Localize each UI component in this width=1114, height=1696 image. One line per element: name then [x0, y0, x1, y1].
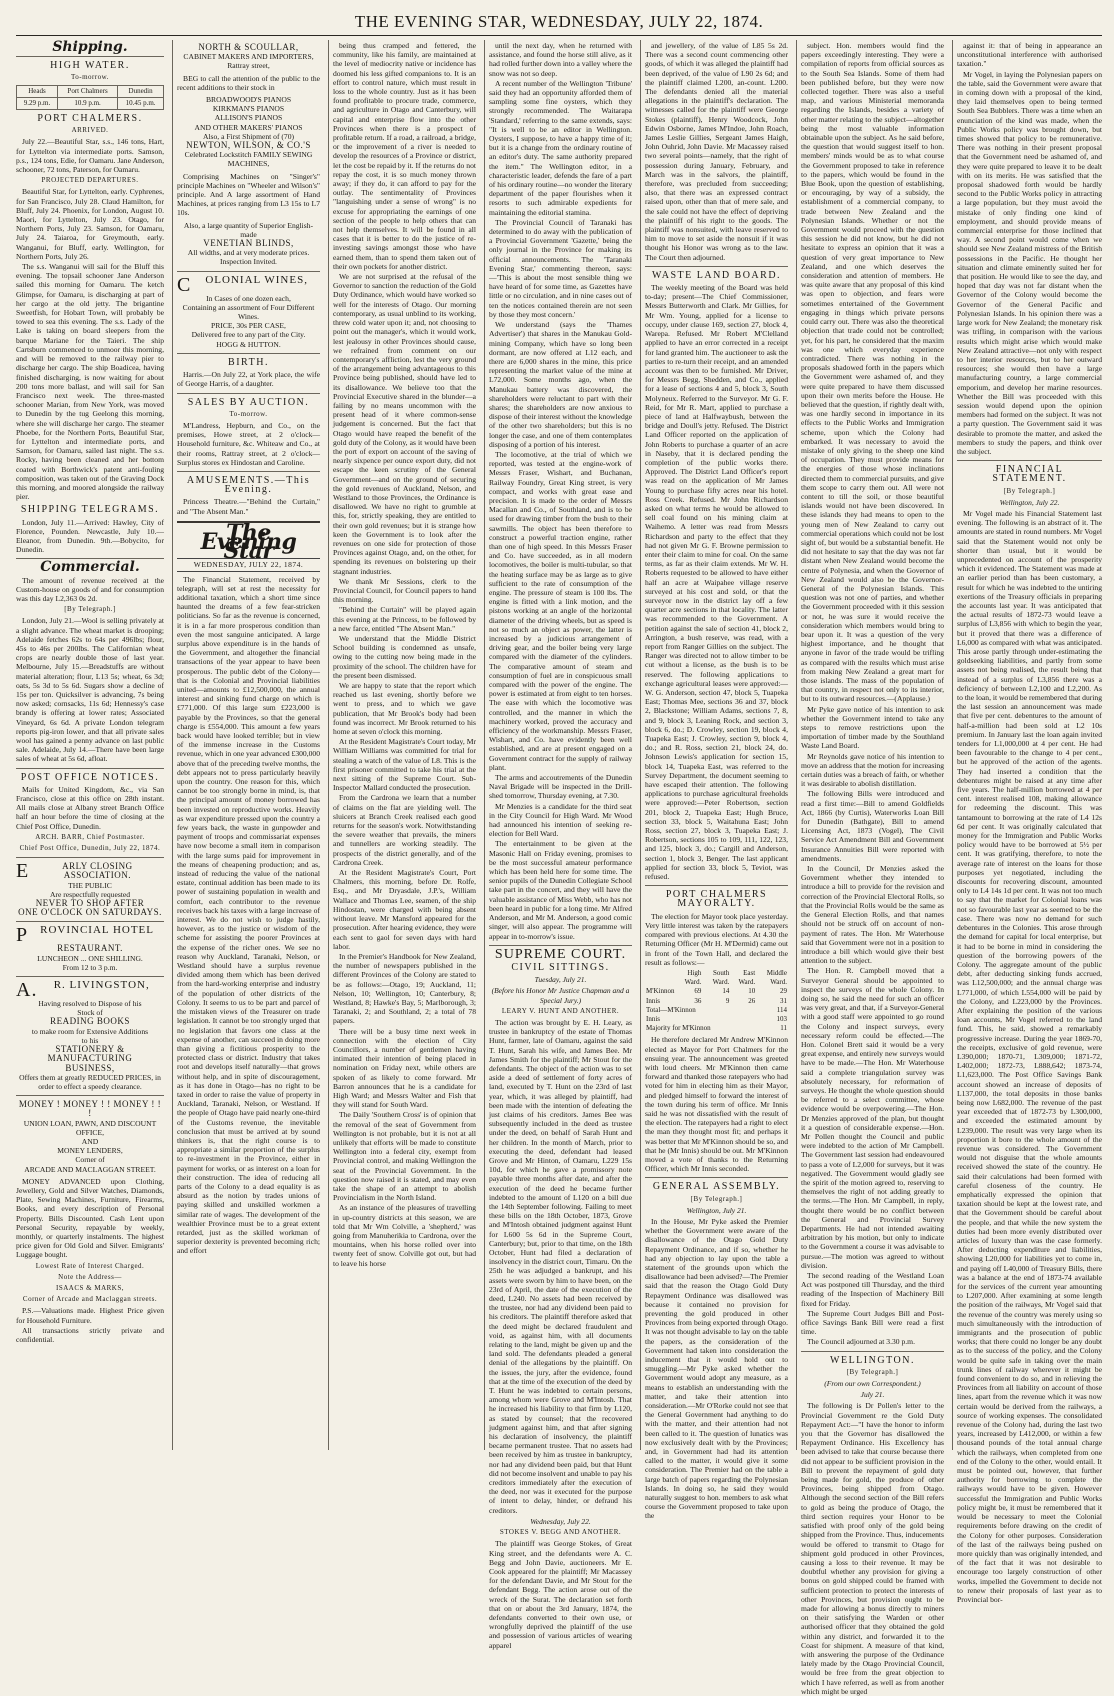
- hotel-ad: [16, 926, 164, 972]
- north-sub: CABINET MAKERS AND IMPORTERS, Rattray street,: [183, 52, 314, 71]
- divider: [177, 353, 320, 354]
- telegrams-text: London, July 11.—Arrived: Hawley, City of Florence, Pounden. Newcastle, July 10.—Eleanor, from Dunedin. 9th.—Bobycito, for Dunedin.: [16, 517, 164, 555]
- poll-header: High Ward.: [684, 968, 702, 987]
- post-office-text: Mails for United Kingdom, &c., via San Francisco, close at this office on 28th instant. All mails close at Albany street Branch Office half an hour before the time of closing at the Chief Post Office, Dunedin.: [16, 784, 164, 831]
- poll-majority: [645, 1024, 788, 1033]
- article-paragraph: Mr Vogel, in laying the Polynesian papers on the table, said the Government were aware that in coming down with a proposal of the kind, they laid themselves open to being termed South Sea Bubblers. There was a time when an enunciation of the kind was made, when the Public Works policy was brought down, but times showed that policy to be remunerative. There was nothing in their present proposal that the Government need be ashamed of, and they were quite prepared to leave it to be dealt with on its merits. He was satisfied that the proposal shadowed forth would be hardly second to the Public Works policy in attracting a large population, but they must avoid the mistake of only finding one kind of employment, and should provide means of commercial enterprise for those inclined that way. A second point would come when we should see New Zealand mistress of the British possessions in the Pacific. He thought her situation and climate eminently suited her for that position. He would like to see the day, and hoped that day was not far distant when the Governor of the Colony would become the Governor of the General Pacific and Polynesian Islands. In his opinion there was a large work for New Zealand; the monetary risk was trifling, in comparison with the various results which might arise which would make New Zealand attractive—not only with respect to her interior resources, but to her outward resources; she would then have a large manufacturing country, a large commercial emporium, and develop her marine resources. Whether the Bill was proceeded with this session would depend upon the opinion members had formed on the subject. It was not a party question. The Government said it was desirable to promote the matter, and asked the members to study the papers, and think over the subject.: [957, 69, 1102, 456]
- poll-cell: Majority for M'Kinnon: [646, 1024, 711, 1033]
- case-heading: STOKES V. BEGG AND ANOTHER.: [499, 1528, 622, 1537]
- livingston-heading: R. LIVINGSTON,: [53, 979, 150, 992]
- article-paragraph: subject. Hon. members would find the papers exceedingly interesting. They were a compilation of reports from official sources as to the South Sea Islands. Some of them had been published before, but they were now collected together. There was also a useful map, and various Ministerial memoranda regarding the Islands, besides a variety of other matter relating to the subject—altogether being the most valuable information obtainable upon the subject. As he said before, the question that would suggest itself to hon. members' minds would be as to what course the Government proposed to take in reference to the papers, which would be found in the Blue Book, upon the question of establishing, or encouraging, by way of a subsidy, the establishment of a commercial company, to trade between New Zealand and the Polynesian Islands. Whether or not the Government would proceed with the question this session he did not know, but he did not hesitate to express an opinion that it was a question of very great importance to New Zealand, and one which deserves the consideration and attention of members. He was quite aware that any proposal of this kind was open to objection, and fears were sometimes entertained of the Government engaging in things which private persons could carry out. There was also the theoretical objection that trade could not be controlled; yet, for his part, he considered that the maxim was one which everyday experience contradicted. There was nothing in the proposals shadowed forth in the papers which the Government were ashamed of, and they were quite prepared to have them discussed upon their own merits before the House. He believed that the question, if rightly dealt with, was one hardly second in importance in its effects to the Public Works and Immigration scheme, upon which the Colony had embarked. It was necessary to avoid the mistake of only giving to the sheep one kind of occupation. They must provide means for the energies of those whose inclinations directed them to commercial pursuits, and give them scope to carry them out. All were not content to till the soil, or those beautiful islands would not have been discovered. In these islands they had means to open to the young men of New Zealand to carry out commercial operations which could not be lost sight of, but would be a substantial benefit. He did not hesitate to say that the day was not far distant when New Zealand would become the centre of Polynesia, and when the Governor of New Zealand would also be the Governor-General of the Polynesian Islands. This question was not one of parties, and whether the Government proceeded with it this session or not, he was sure it would receive the consideration which members would bring to bear upon it. It was a question of the very highest importance, and he thought that anyone in favor of the trade would be trifling as compared with the results which must arise from making New Zealand a great mart for those islands. The mass of the population of that country, in respect not only to its interior, but to its outward resources.—(Applause.): [801, 41, 944, 704]
- money-names: ISAACS & MARKS,: [56, 1283, 124, 1292]
- article-paragraph: We understand that the Middle District School building is condemned as unsafe, owing to the cutting now being made in the proximity of the school. The children have for the present been dismissed.: [333, 634, 476, 680]
- colonial-wines-ad: [177, 273, 320, 349]
- money-ps: P.S.—Valuations made. Highest Price given for Household Furniture.: [16, 1306, 164, 1325]
- column-4: [484, 40, 632, 1650]
- wellington-text: The following is Dr Pollen's letter to the Provincial Government re the Gold Duty Repayment Act:—"I have the honor to inform you that the Governor has disallowed the Repayment Ordinance. His Excellency has been advised to take that course because there did not appear to be sufficient provision in the Bill to prevent the repayment of gold duty being made for gold, the produce of other Provinces, being shipped from Otago. Although the second section of the Bill refers to gold as being the produce of Otago, the third section requires your Honor to be satisfied with proof only of the gold being shipped from the Province. Thus, inducements would be offered to transmit to Otago for shipment gold produced in other Provinces, causing a loss to their revenue. It may be doubtful whether any provision for giving a bonus on gold shipped could be framed with sufficient protection to protect the interests of other Provinces, but provision ought to be made for allowing a bonus directly to miners on their satisfying the Warden or other authorised officer that they obtained the gold within any district, and forwarded it to the Coast for shipment. A measure of that kind, with answering the purpose of the Ordinance lately made by the Otago Provincial Council, would be free from the great objection to which I have referred, as well as from another which might be urged: [801, 1401, 944, 1696]
- column-3: [328, 40, 476, 1450]
- financial-text: Mr Vogel made his Financial Statement last evening. The following is an abstract of it. The amounts are stated in round numbers. Mr Vogel said that the Statement would not only be shorter than usual, but it would be unprecedented on account of the prosperity which it evidenced. The Statement was made at an earlier period than has been customary, a result for which he was indebted to the untiring exertions of the Treasury officials in preparing the accounts last year. It was anticipated that the actual results of 1872-73 would leave a surplus of L3,856 with which to begin the year, but it proved that there was a difference of L6,000 as compared with what was anticipated. This arose partly through under-estimating the goldseeking liabilities, and partly from some assets not being realised, the result being that instead of a surplus of L3,856 there was a deficiency of between L2,100 and L2,200. As to the loan, it would be remembered that during the last session an announcement was made that five per cent. debentures to the amount of half-a-million had been sold at L2 10s premium. In January last the loan again invited tenders for L1,000,000 at 4 per cent. He had been favourable to the change to 4 per cent., but he approved of the action of the agents. They had inserted a condition that the debentures might be raised at any time after five years. The half-million borrowed at 4 per cent. interest realised 108, making allowance for redeeming the discount. This was tantamount to borrowing at the rate of L4 12s 6d per cent. It was originally calculated that money for the Immigration and Public Works policy would have to be borrowed at 5½ per cent. It was gratifying, therefore, to note the average rate of interest on the loans for those purposes yet negotiated, including the discounts for recovering discount, amounted only to L4 14s 1d per cent. It was not too much to say that the market for Colonial loans was not so favourable last year as seemed to be the case. There was now no demand for such debentures in the Colonies. This arose through the demand for capital for local enterprise, but it had to be borne in mind in considering the question of the borrowing powers of the Colony. The aggregate amount of the public debt, after deducting sinking funds accrued, was L12,500,000; and the annual charge was L771,000, of which L554,000 will be paid by the Colony, and L223,000 by the Provinces. After explaining the position of the various loan accounts, Mr Vogel referred to the land fund. This, he said, showed a remarkably progressive increase. During the year 1869-70, the receipts, exclusive of gold revenue, were L390,000; 1870-71, L309,000; 1871-72, L402,000; 1872-73, L888,642; 1873-74, L1,623,000. The Post Office Savings Bank account showed an increase of deposits of L137,000, the total deposits in those banks being now L682,000. The revenue of the past year exceeded that of 1872-73 by L300,000, and exceeded the estimated amount by L239,000. The result was very large when its proportion it bore to the whole amount of the revenue was considered. The Government would not disguise that the whole amounts received showed the state of the country. He said their calculations had been formed with careful closeness of the country. He emphatically expressed the opinion that taxation should be kept at the lowest rate, and that the Government should be careful about the people, and that while the new system the duties had been more evenly distributed over articles of luxury than was the case formerly. After deducting expenditure and liabilities, showing L20,000 for liabilities yet to come in, and paying off L40,000 of Treasury Bills, there was a balance at the end of 1873-74 available for the services of the current year amounting to L207,000. After examining at some length the position of the railways, Mr Vogel said that the revenue of the country was merely using so much simultaneously with the introduction of immigrants and the prosecution of public works; that there could no longer be any doubt as to the success of the policy, and the Colony would be quite safe in taking over the main trunk lines of railway wherever it might be found convenient to do so, and in relieving the Provinces from all liability on account of those lines, apart from the revenue which it was now certain would be derived from the railways, a source of working expenses. The consolidated revenue of the Colony had, during the last two years, increased by L412,000, or within a few thousand pounds of the total annual charge which the railways, when completed from one end of the Colony to the other, would entail. It must be pointed out, however, that further authority for borrowing to complete the railways would have to be given. However successful the Immigration and Public Works policy might be, it must be remembered that it would be necessary to meet the Colonial requirements before drawing on the credit of the Colony for other purposes. Consideration of the last of the railways being pushed on more quickly than was originally intended, and of the fact that it was not desirable to encourage too largely construction of other works, impelled the Government to decide not to renew their proposals of last year as to Provincial bor-: [957, 508, 1102, 1604]
- north-text: BEG to call the attention of the public to the recent additions to their stock in: [177, 73, 320, 92]
- poll-cell: 114: [776, 1005, 787, 1014]
- article-paragraph: At the Resident Magistrate's Court today, Mr William Williams was committed for trial for stealing a watch of the value of L8. This is the first prisoner committed to take his trial at the next sitting of the Supreme Court. Sub-Inspector Mallard conducted the prosecution.: [333, 737, 476, 793]
- article-paragraph: The second reading of the Westland Loan Act was postponed till Thursday, and the third reading of the Inspection of Machinery Bill fixed for Friday.: [801, 1271, 944, 1308]
- commercial-text: London, July 21.—Wool is selling privately at a slight advance. The wheat market is drooping; Adelaide fetches 62s to 64s per 496lbs; flour, 45s to 46s per 200lbs. The Californian wheat crops are nearly double those of last year. Melbourne, July 15.—Breadstuffs are without material alteration; flour, L13 5s; wheat, 6s 3d; oats, 5s 3d to 5s 6d. Sugars show a decline of 15s per ton. Quicksilver is advancing, 7s being now asked; cornsacks, 11s 6d; Hennessy's case brandy is offering at lower rates; Associated Vineyard, 6s 6d. A private London telegram reports pig-iron lower, and that all private sales wool has gained a penny advance on last public sale. Adelaide, July 14.—There have been large sales of wheat at 5s 6d, afloat.: [16, 616, 164, 764]
- north-scoullar-ad: [177, 43, 320, 71]
- hotel-hours: From 12 to 3 p.m.: [62, 962, 118, 972]
- financial-date: Wellington, July 22.: [999, 497, 1060, 507]
- poll-cell: 14: [722, 987, 730, 996]
- paper-date: WEDNESDAY, JULY 22, 1874.: [177, 558, 320, 571]
- poll-cell: 29: [780, 987, 787, 996]
- poll-total: [645, 1006, 788, 1015]
- column-7: [952, 40, 1102, 1604]
- article-paragraph: From the Cardrona we learn that a number of claims on the flat are yielding well. The sluicers at Branch Creek realised each good returns for the season's work. Notwithstanding the severe weather that prevails, the miners and tunnellers are working steadily. The prospects of the district generally, and of the Cardrona Creek.: [333, 793, 476, 867]
- paper-title: The Evening Star: [200, 519, 297, 565]
- civil-date: Wednesday, July 22.: [530, 1516, 591, 1526]
- divider: [957, 460, 1102, 461]
- article-paragraph: The following Bills were introduced and read a first time:—Bill to amend Goldfields Act, 1866 (by Curtis), Waterworks Loan Bill for Dunedin (Bathgate), Bill to amend Licensing Act, 1873 (Vogel), The Civil Service Act Amendment Bill and Government Insurance Annuities Bill were reported with amendments.: [801, 789, 944, 863]
- tomorrow-label: To-morrow.: [70, 73, 110, 82]
- financial-heading: FINANCIAL STATEMENT.: [992, 464, 1067, 485]
- colonial-line: HOGG & HUTTON.: [216, 339, 281, 349]
- union-heading: UNION LOAN, PAWN, AND DISCOUNT OFFICE,: [23, 1118, 157, 1137]
- article-paragraph: Mr Reynolds gave notice of his intention to move an address that the motion for increasing certain duties was a breach of faith, or whether it was desirable to abolish distillation.: [801, 751, 944, 789]
- money-conf: All transactions strictly private and confidential.: [16, 1325, 164, 1344]
- sales-tomorrow: To-morrow.: [229, 409, 268, 418]
- shipping-news: The s.s. Wanganui will sail for the Bluff this evening. The topsail schooner Jane Anderson sailed this morning for Oamaru. The ketch Glimpse, for Oamaru, is discharging at part of her cargo at the old jetty. The brigantine Sweetfish, for Hobart Town, will probably be towed to sea this evening. The s.s. Lady of the Lake is taking on board sleepers from the barque Mariane for the Taieri. The ship Cartsburn commenced to unmoor this morning, and will be removed to the railway pier to discharge her cargo. The ship Boadicea, having finished discharging, is now waiting for about 200 tons more ballast, and will sail for San Francisco next week. The three-masted schooner Marian, from New York, was moved to Dunedin by the tug Geelong this morning, where she will discharge her cargo. The steamer Phoebe, for the Northern Ports, Beautiful Star, for Lyttelton and intermediate ports, and Samson, for Oamaru, sailed last night. The s.s. Rocky, having been cleaned and her bottom coated with Borthwick's patent anti-fouling composition, was taken out of the Graving Dock this morning, and moored alongside the railway pier.: [16, 262, 164, 502]
- colonial-heading: OLONIAL WINES,: [205, 273, 308, 286]
- livingston-line: Offers them at greatly REDUCED PRICES, in order to effect a speedy clearance.: [19, 1072, 161, 1091]
- columns: [16, 39, 1102, 1696]
- colonial-line: PRICE, 30s PER CASE,: [211, 321, 286, 331]
- poll-header: East Ward.: [738, 968, 756, 987]
- shipping-heading: Shipping.: [52, 39, 128, 55]
- sales-heading: SALES BY AUCTION.: [187, 396, 310, 408]
- article-paragraph: "Behind the Curtain" will be played again this evening at the Princess, to be followed by a new farce, entitled "The Absent Man.": [333, 605, 476, 633]
- poll-cell: 10: [748, 987, 756, 996]
- north-heading: NORTH & SCOULLAR,: [198, 42, 299, 52]
- telegrams-heading: SHIPPING TELEGRAMS.: [20, 504, 160, 516]
- tide-time: 9.29 p.m.: [17, 97, 58, 109]
- assembly-heading: GENERAL ASSEMBLY.: [652, 1181, 781, 1193]
- divider: [645, 266, 788, 267]
- article-paragraph: Mr Menzies is a candidate for the third seat in the City Council for High Ward. Mr Wood had announced his intention of seeking re-election for Bell Ward.: [489, 801, 632, 839]
- divider: [489, 945, 632, 946]
- article-paragraph: As an instance of the pleasures of travelling in up-country districts at this season, we are told that Mr Wm Colville, a 'shepherd,' was going from Manuherikia to Cardrona, over the mountains, when his horse rolled over into twenty feet of snow. Colville got out, but had to leave his horse: [333, 1203, 476, 1268]
- divider: [16, 56, 164, 57]
- divider: [16, 921, 164, 922]
- amusements-heading: AMUSEMENTS.—This Evening.: [186, 474, 311, 496]
- divider: [177, 393, 320, 394]
- article-paragraph: and jewellery, of the value of L85 5s 2d. There was a second count commencing other goods, of which it was alleged the plaintiff had been deprived, of the value of L90 2s 6d; and the plaintiff claimed L200, an-count. L200. The defendants denied all the material allegations in the plaintiff's declaration. The witnesses called for the plaintiff were George Stokes (plaintiff), Henry Woodcock, John Edwin Osborne, James M'Indoe, John Roach, James Leslie Gillies, Sergeant James Haigh, John Ouhrid, John Davie. Mr Macassey raised two several points—namely, that the right of possession during January, February, and March was in the salvors, the plaintiff, therefore, was precluded from succeeding; also, that there was an expressed contract raised upon, other than that of mere sale, and the sale could not have the effect of depriving the plaintiff of his right to the goods. The plaintiff was nonsuited, with leave reserved to him to move to set aside the nonsuit if it was thought his Honor was wrong as to the law. The Court then adjourned.: [645, 41, 788, 262]
- case-text: The action was brought by E. H. Leary, as trustee in bankruptcy of the estate of Thomas Hunt, farmer, late of Oamaru, against the said T. Hunt, Sarah his wife, and James Bee. Mr James Smith for the plaintiff; Mr Stout for the defendants. The object of the action was to set aside a deed of settlement of forty acres of land, executed by T. Hunt on the 23rd of last year, which, it was alleged by plaintiff, had been made with the intention of defeating the just claims of his creditors. James Bee was subsequently included in the deed as trustee under the deed, on behalf of Sarah Hunt and her children. In the month of March, prior to executing the deed, defendant had leased Grove and Mr Hinton, of Oamaru, L229 15s 10d, for which he gave a promissory note payable three months after date, and after the execution of the deed he became further indebted to the amount of L120 on a bill due the 14th September following. Failing to meet these bills on the 18th October, 1873, Grove and M'Intosh obtained judgment against Hunt for L600 5s 6d in the Supreme Court, Canterbury; but, prior to that time, on the 18th October, Hunt had filed a declaration of insolvency in the district court, Timaru. On the 25th he was adjudged a bankrupt, and his assets were sworn by him to have been, on the 23rd of April, the date of the execution of the deed, L240. No assets had been received by the trustee, nor had any dividend been paid to his creditors. The plaintiff therefore asked that the deed might be declared fraudulent and void, as against him, with all documents relating to the land, might be given up and the land sold. The defendants pleaded a general denial of the allegations by the plaintiff. On the issues, the jury, after the evidence, found that at the time of the execution of the deed by T. Hunt he was indebted to certain persons, among whom were Grove and M'Intosh. That he increased his liability to that firm by L120, as stated by counsel; that the recovered judgment against him, and that after signing his declaration of insolvency, the plaintiff became permanent trustee. That no assets had been received by him as trustee in bankruptcy, nor had any dividend been paid, but that Hunt did not become insolvent and unable to pay his creditors immediately after the execution of the deed, nor was it executed for the purpose of intent to delay, hinder, or defraud his creditors.: [489, 1017, 632, 1515]
- livingston-line: BUSINESS,: [65, 1062, 115, 1073]
- post-office-sign: ARCH. BARR, Chief Postmaster.: [35, 832, 145, 841]
- waste-land-text: The weekly meeting of the Board was held to-day; present—The Chief Commissioner, Messrs Butterworth and Clark. Mr Gillies, for Mr Wm. Young, applied for a license to occupy, under clause 169, section 27, block 4, Warepa. Refused. Mr Robert M'Clelland applied to have an error corrected in a receipt for land granted him. The auctioneer to ask the parties to re-turn their receipt, and an amended account was then to be furnished. Mr Driver, for Messrs Begg, Shedden, and Co., applied for a lease of sections 4 and 5, block 3, South Molyneux. Referred to the Surveyor. Mr G. F. Reid, for Mr R. Mart, applied to purchase a piece of land at Halfwaybush, between the bridge and Doull's jetty. Refused. The District Land Officer reported on the application of John Roberts to purchase a quarter of an acre in Naseby, that it is declared pending the completion of the public works there. Approved. The District Land Officer's report was read on the application of Mr James Young to purchase fifty acres near his hotel. Ross Creek. Refused. Mr John Richardson asked on what terms he would be allowed to sell coal found on his mining claim at Waihemo. A letter was read from Messrs Richardson and party to the effect that they had not given Mr G. F. Browne permission to enter their claim to mine for coal. On the same terms, as far as their claim extends. Mr W. H. Roberts requested to be allowed to have either half an acre at Waipahee village reserve surveyed at his cost and sold, or that the surveyor now in the district lay off a few quarter acre sections in that locality. The latter was recommended to the Government. A petition against the sale of section 41, block 2, Arrington, a bush reserve, was read, with a report from Ranger Gillies on the subject. The Ranger was directed not to allow timber to be cut without a license, as the bush is to be reserved. The following applications to exchange agricultural leases were approved:—W. G. Anderson, section 47, block 5, Tuapeka East; Thomas Mee, sections 36 and 37, block 2, Blackstone; William Adams, sections 7, 8, and 9, block 3, Leaning Rock, and section 3, block 6, do.; D. Crowley, section 19, block 4, Tuapeka East; J. Crowley, section 9, block 4, do.; and R. Ross, section 21, block 24, do. Johnson Lewis's application for section 15, block 14, Tuapeka East, was referred to the Survey Department, the document seeming to have escaped their attention. The following applications to purchase agricultural freeholds were approved:—Peter Robertson, section 201, block 2, Tuapeka East; Hugh Bruce, section 33, block 5, Waitahuna East; John Ross, section 27, block 3, Tuapeka East; J. Robertson, sections 105 to 109, 111, 122, 123, and 125, block 3, do.; Cargill and Anderson, section 1, block 3, Benger. The last applicant applied for section 33, block 5, Teviot, was refused.: [645, 283, 788, 882]
- divider: [16, 768, 164, 769]
- inspection: Inspection Invited.: [220, 257, 277, 267]
- poll-cell: M'Kinnon: [646, 987, 675, 996]
- money-heading: MONEY ! MONEY ! ! MONEY ! ! !: [18, 1099, 162, 1119]
- wellington-from: (From our own Correspondent.): [824, 1379, 921, 1389]
- article-paragraph: We are happy to state that the report which reached us last evening, shortly before we went to press, and to which we gave publication, that Mr Brook's body had been found was incorrect. Mr Brook returned to his home at seven o'clock this morning.: [333, 681, 476, 737]
- assembly-by: [By Telegraph.]: [690, 1194, 743, 1203]
- mayoralty-heading: PORT CHALMERS MAYORALTY.: [665, 889, 768, 910]
- livingston-line: Stock of: [77, 1008, 103, 1018]
- money-lenders: MONEY LENDERS,: [57, 1146, 123, 1156]
- commercial-intro: The amount of revenue received at the Custom-house on goods of and for consumption was this day L2,363 0s 2d.: [16, 575, 164, 603]
- newton-text: Comprising Machines on "Singer's" principle Machines on "Wheeler and Wilson's" principle. And A large assortment of Hand Machines, at prices ranging from L3 15s to L7 10s.: [177, 171, 320, 218]
- wellington-by: [By Telegraph.]: [846, 1367, 899, 1376]
- colonial-line: Delivered free to any part of the City.: [191, 330, 306, 340]
- poll-cell: 11: [780, 1024, 787, 1033]
- early-line: ONE O'CLOCK ON SATURDAYS.: [18, 907, 162, 918]
- union-and: AND: [81, 1136, 99, 1146]
- piano-item: ALLISON'S PIANOS: [214, 113, 283, 123]
- column-2: [172, 40, 320, 1450]
- birth-heading: BIRTH.: [228, 356, 269, 368]
- poll-cell: 31: [780, 996, 787, 1005]
- livingston-cap: A.: [16, 979, 38, 1002]
- article-paragraph: The Supreme Court Judges Bill and Post-office Savings Bank Bill were read a first time.: [801, 1308, 944, 1337]
- column-5: [640, 40, 788, 1521]
- post-office-heading: POST OFFICE NOTICES.: [20, 771, 160, 783]
- piano-item: KIRKMAN'S PIANOS: [212, 104, 285, 114]
- venetian-heading: VENETIAN BLINDS,: [203, 238, 294, 249]
- article-paragraph: The Daily 'Southern Cross' is of opinion that the removal of the seat of Government from Wellington is not probable, but it is not at all unlikely that efforts will be made to constitute Wellington into a federal city, exempt from Provincial control, and making Wellington the seat of the Provincial Government. In the question now raised it is stated, and may even take the shape of an attempt to abolish Provincialism in the North Island.: [333, 1110, 476, 1203]
- arcade: ARCADE AND MACLAGGAN STREET.: [24, 1164, 156, 1174]
- early-closing-ad: [16, 862, 164, 917]
- article-paragraph: We are not surprised at the refusal of the Governor to sanction the reduction of the Gold Duty Ordinance, which would have worked so well for the interests of Otago. Our morning contemporary, as usual unblind to its working, threw cold water upon it; and, not choosing to point out the manager's, which it would work, lest jealousy in other Provinces should cause, we refrained from comment on our contemporary's affliction, lest the very ground of the arrangement being advantageous to this Province being published, should have led to its disallowance. We believe too that the Provincial Executive shared in the blunder—a failing by no means uncommon with the present head of it where common-sense judgement is concerned. But the fact that Otago would have reaped the benefit of the gold duty of the Colony, as it would have been the port of export on account of the saving of nearly sixpence per ounce export duty, did not escape the keen scrutiny of the General Government—and on the ground of securing the gold revenues of Auckland, Nelson, and Westland to those Provinces, the Ordinance is disallowed. We have no right to grumble at this, for, strictly speaking, they are entitled to their own gold revenues; but it is strange how keen the Government is to look after the revenues on one side for protection of those Provinces against Otago, and, on the other, for spending its revenues on bolstering up their stagnant industries.: [333, 272, 476, 576]
- article-paragraph: At the Resident Magistrate's Court, Port Chalmers, this morning, before Dr. Rolfe, Esq., and Mr Dryasdale, J.P.'s, William Wallace and Thomas Lee, seamen, of the ship Hindostan, were charged with being absent without leave. Mr Mansford appeared for the prosecution. After hearing evidence, they were each sent to gaol for seven days with hard labor.: [333, 868, 476, 951]
- poll-cell: 9: [725, 996, 730, 1005]
- article-paragraph: The entertainment to be given at the Masonic Hall on Friday evening, promises to be the most successful amateur performance which has been held here for some time. The senior pupils of the Dunedin Collegiate School take part in the concert, and they will have the valuable assistance of Miss Webb, who has not been heard in public for a long time. Mr Alfred Anderson, and Mr M. Anderson, a good comic singer, will also appear. The programme will appear in to-morrow's issue.: [489, 839, 632, 941]
- poll-cell: 36: [694, 996, 702, 1005]
- mayoralty-text: The election for Mayor took place yesterday. Very little interest was taken by the ratepayers compared with previous elections. At 4.30 the Returning Officer (Mr H. M'Dermid) came out in front of the Town Hall, and declared the result as follows:—: [645, 911, 788, 967]
- projected-text: Beautiful Star, for Lyttelton, early. Cyphrenes, for San Francisco, July 28. Claud Hamilton, for Bluff, July 24. Phoenix, for London, August 10. Maori, for Lyttelton, July 23. Otago, for Northern Ports, July 23. Samson, for Oamaru, July 24. Taiaroa, for Greymouth, early. Wanganui, for Bluff, early. Wellington, for Northern Ports, July 26.: [16, 187, 164, 261]
- divider: [16, 857, 164, 858]
- divider: [16, 976, 164, 977]
- waste-land-heading: WASTE LAND BOARD.: [651, 269, 782, 281]
- article-paragraph: In the Premier's Handbook for New Zealand, the number of newspapers published in the different Provinces of the Colony are stated to be as follows:—Otago, 19; Auckland, 11; Nelson, 10; Wellington, 10; Canterbury, 8; Westland, 8; Hawke's Bay, 5; Marlborough, 3; Taranaki, 2; and Southland, 2; a total of 78 papers.: [333, 951, 476, 1026]
- livingston-line: to his: [81, 1035, 99, 1045]
- high-water-heading: HIGH WATER.: [50, 60, 130, 72]
- tide-time: 10.9 p.m.: [57, 97, 117, 109]
- supreme-court-heading: SUPREME COURT.: [494, 946, 627, 962]
- commercial-heading: Commercial.: [40, 559, 140, 576]
- post-office-date: Chief Post Office, Dunedin, July 22, 1874.: [19, 844, 161, 853]
- civil-before: (Before his Honor Mr Justice Chapman and a Special Jury.): [491, 986, 630, 1005]
- also-large: Also, a large quantity of Superior English-made: [183, 220, 314, 239]
- poll-cell: Innis: [646, 996, 660, 1005]
- mayoralty-text: He therefore declared Mr Andrew M'Kinnon elected as Mayor for Port Chalmers for the ensuing year. The announcement was greeted with loud cheers. Mr M'Kinnon then came forward and thanked those ratepayers who had voted for him in electing him as their Mayor, and pledged himself to forward the interest of the town during his term of office. Mr Innis said he was not dissatisfied with the result of the election. The ratepayers had a right to elect the man they thought most fit; and perhaps it was better that Mr M'Kinnon should be so, and that he (Mr Innis) should be out. Mr M'Kinnon moved a vote of thanks to the Returning Officer, which Mr Innis seconded.: [645, 1035, 788, 1174]
- divider: [645, 885, 788, 886]
- poll-cell: 26: [748, 996, 756, 1005]
- editorial-text: The Financial Statement, received by telegraph, will set at rest the necessity for additional taxation, which a short time since haunted the dreams of a few fear-stricken politicians. So far as the revenue is concerned, it is in a far more prosperous condition than even the most sanguine anticipated. A large surplus above expenditure is in the hands of the Government, and altogether the financial transactions of the year appear to have been prosperous. The public debt of the Colony—that is the Colonial and Provincial liabilities united—amounts to £12,500,000, the annual interest and sinking fund charge on which is £771,000. Of this large sum £223,000 is payable by the Provinces, so that the general charge is £554,000. This amount a few years back would have looked terrible; but in view of the immense increase in the Customs revenue, which in one year advanced £300,000 above that of the preceding twelve months, the debt appears not to press particularly heavily upon the country. One reason for this, which cannot be too strongly borne in mind, is, that the principal amount of money borrowed has been invested on reproductive works. Heavily as war expenditure pressed upon the country a few years back, the waste in gunpowder and payment of troops and commissariat expenses have now become a small item in comparison with the large sums paid for improvement in the means of cheapening production; and as, instead of reducing the value of the national estate, continual addition has been made to its power of sustaining population in wealth and comfort, each contributor to the revenue receives back his taxes with a large increase of interest. We do not wish to judge hastily, however, as to the justice or wisdom of the scheme for assisting the poorer Provinces at the expense of the richer ones. We see no reason why Auckland, Taranaki, Nelson, or Westland should have a surplus revenue divided among them which has been derived from the hard-working enterprise and industry of the population of other districts of the Colony. It seems to us to be part and parcel of the mistaken views of the Treasurer on trade legislation. It cannot be too strongly urged that no legislation that favors one class at the expense of another, can succeed in doing more than giving a fictitious prosperity to the protected class or district. Industry that takes root and develops itself naturally—that grows without help, and in spite of discouragement, as it has done in Otago—has no right to be taxed in order to raise the value of property in Auckland, Taranaki, Nelson, or Westland. If the people of Otago have paid nearly one-third of the Customs revenue, the inevitable conclusion that must be arrived at by sound thinkers is, that the right course is to appropriate a similar proportion of the surplus to re-investment in the Province, either in payment for works, or as interest on a loan for their construction. The idea of reducing all parts of the Colony to a dead equality is as absurd as the notion by trades unions of paying skilled and unskilled workmen a similar rate of wages. The development of the wealthier Province must be to a great extent retarded, just as the skilled workman of superior dexterity is prevented becoming rich; and effort: [177, 574, 320, 1256]
- colonial-line: Wines.: [238, 312, 259, 322]
- article-paragraph: The Hon. R. Campbell moved that a Surveyor General should be appointed to inspect the surveys of the whole Colony. In doing so, he said the need for such an officer was very great, and that, if a Surveyor-General with a good staff were appointed to go round the Colony and inspect surveys, every necessary reform could be effected.—The Hon. Colonel Brett said it would be a very great expense, and entirely new surveys would have to be made.—The Hon. Mr Waterhouse said a complete triangulation survey was absolutely necessary, for reformation of surveys. He thought the whole question should be referred to a select committee, whose evidence would be overpowering.—The Hon. Dr Menzies approved of the plan, but thought it a question of considerable expense.—Hon. Mr Pollen thought the Council and public were indebted to the action of Mr Campbell. The Government last session had endeavoured to pass a vote of L2,000 for surveys, but it was negatived. The Government would gladly see the spirit of the motion agreed to, reserving to themselves the right of not adding greatly to the terms.—The Hon. Mr Campbell, in reply, thought there would be no conflict between the General and Provincial Survey Departments. He had not intended awaiting arbitration by his motion, but only to indicate to the Government a course it was advisable to pursue.—The motion was agreed to without division.: [801, 966, 944, 1270]
- poll-cell: 103: [776, 1014, 787, 1023]
- corner-of: Corner of: [75, 1155, 105, 1165]
- livingston-line: STATIONERY & MANUFACTURING: [47, 1044, 133, 1064]
- assembly-text: In the House, Mr Pyke asked the Premier whether the Government were aware of the disallowance of the Otago Gold Duty Repayment Ordinance, and if so, whether he had any objection to lay upon the table a statement of the grounds upon which the disallowance had been advised?—The Premier said that the reason the Otago Gold Duty Repayment Ordinance was disallowed was because it contained no provision for preventing the gold produced in other Provinces from being exported through Otago. It was not thought advisable to lay on the table the papers, as the consideration of the Government had taken into consideration the inducement that it would hold out to smuggling.—Mr Pyke asked whether the Government would adopt any measure, as a means to establish an understanding with the matter, and take their attention into consideration.—Mr O'Rorke could not see that the General Government had anything to do with the matter, and their attention had not been called to it. The question of lunatics was now exclusively dealt with by the Provinces; and, in Government had had its attention called to the matter, it would give it some consideration. The Premier had on the table a large batch of papers regarding the Polynesian Islands. In doing so, he said they would naturally suggest to hon. members to ask what course the Government proposed to take upon the: [645, 1216, 788, 1521]
- arrived-heading: ARRIVED.: [71, 126, 109, 135]
- civil-date: Tuesday, July 21.: [534, 975, 587, 985]
- article-paragraph: being thus cramped and fettered, the community, like his family, are maintained at the level of mediocrity native or incidence has doomed his less gifted companions to. It is an effort to control nature, which must result in loss to the whole country. Just as it has been found profitable to procure trade, commerce, and agriculture in Otago and Canterbury, will capital and enterprise flow into the other Provinces when there is a prospect of profitable return. If a road, a railroad, a bridge, or the improvement of a river is needed to develop the resources of a Province or district, let the cost be repaid by it. If the returns do not repay the cost, it is so much money thrown away; if they do, it can afford to pay for the outlay. The sentimentality of Provinces "languishing under a sense of wrong" is no excuse for appropriating the earnings of one section of the people to help others that can not help themselves. It will be found in all cases that it is better to do the justice of re-investing savings amongst those who have earned them, than to spend them taken out of their own pockets for another district.: [333, 41, 476, 271]
- article-paragraph: against it: that of being in appearance an unconstitutional interference with authorised taxation.": [957, 41, 1102, 69]
- article-paragraph: The locomotive, at the trial of which we reported, was tested at the engine-work of Messrs Fraser, Wishart, and Buchanan, Railway Foundry, Great King street, is very compact, and works with great ease and precision. It is made to the order of Messrs Macallan and Co., of Southland, and is to be used for drawing timber from the bush to their sawmills. The object has been therefore to construct a powerful traction engine, rather than one of high speed. In this Messrs Fraser and Co. have succeeded, as in all modern locomotives, the boiler is multi-tubular, so that the heating surface may be as large as to give sufficient to the rate of consumption of the engine. The pressure of steam is 100 lbs. The engine is fitted with a link motion, and the pistons working at an angle of the horizontal diameter of the driving wheels, but as speed is not so much an object as power, the latter is increased by a judicious arrangement of driving gear, and the boiler being very large compared with the diameter of the cylinders. The comparative amount of steam and consumption of fuel are in conspicuous small compared with the power of the engine. The power is estimated at from eight to ten horses. The ease with which the locomotive was controlled, and the manner in which the machinery worked, proved the accuracy and efficiency of the workmanship. Messrs Fraser, Wishart, and Co. have evidently been well established, and are at present engaged on a Government contract for the supply of railway plant.: [489, 449, 632, 772]
- divider: [177, 471, 320, 472]
- hotel-lunch: LUNCHEON ... ONE SHILLING.: [37, 953, 143, 963]
- poll-cell: Total—M'Kinnon: [646, 1005, 696, 1014]
- piano-item: AND OTHER MAKERS' PIANOS: [194, 122, 303, 132]
- money-address-label: Note the Address—: [58, 1272, 122, 1281]
- blinds-ad: [177, 221, 320, 267]
- piano-item: BROADWOOD'S PIANOS: [205, 95, 292, 105]
- case-heading: LEARY V. HUNT AND ANOTHER.: [501, 1006, 620, 1015]
- early-closing-cap: E: [16, 860, 29, 883]
- assembly-date: Wellington, July 21.: [686, 1205, 747, 1215]
- hotel-heading: ROVINCIAL HOTEL: [40, 924, 154, 937]
- colonial-cap: C: [177, 273, 192, 296]
- hotel-cap: P: [16, 924, 29, 947]
- by-telegraph: [By Telegraph.]: [64, 605, 116, 614]
- divider: [801, 1351, 944, 1352]
- article-paragraph: Mr Pyke gave notice of his intention to ask whether the Government intend to take any steps to remove restrictions upon the importation of timber made by the Southland Waste Land Board.: [801, 704, 944, 751]
- venetian-sub: All widths, and at very moderate prices.: [187, 248, 310, 258]
- financial-by: [By Telegraph.]: [1003, 486, 1056, 495]
- sales-text: M'Landress, Hepburn, and Co., on the premises, Howe street, at 2 o'clock—Household furniture, &c. Whiteaw and Co., at their rooms, Rattray street, at 2 o'clock—Surplus stores ex Hindostan and Caroline.: [177, 420, 320, 467]
- money-corner: Corner of Arcade and Maclaggan streets.: [22, 1295, 158, 1304]
- wellington-heading: WELLINGTON.: [830, 1354, 915, 1366]
- port-heading: PORT CHALMERS.: [37, 113, 143, 125]
- early-line: NEVER TO SHOP AFTER: [35, 898, 145, 909]
- article-paragraph: A recent number of the Wellington 'Tribune' said they had an opportunity afforded them of sampling some fine oysters, which they strongly recommended. The Waitarapa 'Standard,' referring to the same extends, says: "It is well to be an editor in Wellington. Oysters, I suppose, to have a happy time of it; but it is a change from the ordinary routine of an editor's duty. The same authority prepared the item." The Wellington editor, in a characteristic leader, defends the fare of a part of his ordinary routine—no wonder the literary department of the paper flourishes when it resorts to such admirable expedients for maintaining the editorial stamina.: [489, 78, 632, 217]
- column-1: [16, 40, 164, 1450]
- livingston-line: Having resolved to Dispose of his: [38, 999, 142, 1009]
- poll-row: [645, 987, 788, 996]
- divider: [645, 1177, 788, 1178]
- tide-time: 10.45 p.m.: [118, 97, 164, 109]
- newspaper-page: [16, 10, 1102, 1696]
- poll-header: [645, 969, 676, 987]
- hotel-sub: RESTAURANT.: [57, 943, 123, 954]
- early-line: THE PUBLIC: [68, 880, 112, 890]
- case-text: The plaintiff was George Stokes, of Great King street, and the defendants were A. C. Begg and John Davie, auctioneers. Mr E. Cook appeared for the plaintiff; Mr Macassey for the defendant Davie, and Mr Stout for the defendant Begg. The action arose out of the wreck of the Surat. The declaration set forth that on or about the 3rd January, 1874, the defendants converted to their own use, or wrongfully deprived the plaintiff of the use and possession of various articles of wearing apparel: [489, 1539, 632, 1650]
- pianos-list: [177, 95, 320, 169]
- article-paragraph: until the next day, when he returned with assistance, and found the horse still alive, as it had rolled further down into a valley where the snow was not so deep.: [489, 41, 632, 78]
- article-paragraph: The arms and accoutrements of the Dunedin Naval Brigade will be inspected in the Drill-shed tomorrow, Thursday evening, at 7.30.: [489, 773, 632, 801]
- article-paragraph: We understand (says the 'Thames Advertiser') that shares in the Manukau Gold-mining Company, which have so long been dormant, are now offered at L12 each, and there are 6,000 shares in the mine, this price representing the market value of the mine at L72,000. Some months ago, when the Manukau battery was discovered, the shareholders were reluctant to part with their shares; the shareholders are now anxious to dispose of their interest without the knowledge of the other two shareholders; but this is no longer the case, and one of them contemplates disposing of a portion of his interest.: [489, 320, 632, 449]
- tide-header: Heads: [17, 85, 58, 97]
- money-rate: Lowest Rate of Interest Charged.: [35, 1261, 145, 1270]
- poll-header: Middle Ward.: [766, 968, 787, 987]
- article-paragraph: There will be a busy time next week in connection with the election of City Councillors, a number of gentlemen having intimated their intention of being placed in nomination on Friday next, while others are spoken of as likely to come forward. Mr Barron announces that he is a candidate for High Ward; and Messrs Walter and Fish that they will stand for South Ward.: [333, 1026, 476, 1110]
- tide-header: Dunedin: [118, 85, 164, 97]
- arrived-text: July 22.—Beautiful Star, s.s., 146 tons, Hart, for Lyttelton via intermediate ports. Samson, p.s., 124 tons, Edie, for Oamaru. Jane Anderson, schooner, 72 tons, Paterson, for Oamaru.: [16, 137, 164, 175]
- poll-cell: 69: [694, 987, 702, 996]
- newton-heading: NEWTON, WILSON, & CO.'S: [186, 140, 311, 151]
- poll-row: [645, 997, 788, 1006]
- also-first: Also, a First Shipment of (70): [202, 131, 295, 141]
- projected-heading: PROJECTED DEPARTURES.: [41, 176, 139, 185]
- poll-table: [645, 969, 788, 1033]
- early-line: Are respectfully requested: [49, 889, 131, 899]
- column-6: [796, 40, 944, 1696]
- poll-total: [645, 1015, 788, 1024]
- birth-text: Harris.—On July 22, at York place, the wife of George Harris, of a daughter.: [177, 370, 320, 389]
- livingston-line: to make room for Extensive Additions: [31, 1026, 149, 1036]
- article-paragraph: The Council adjourned at 3.30 p.m.: [807, 1337, 915, 1347]
- colonial-line: In Cases of one dozen each,: [206, 293, 291, 303]
- divider: [177, 271, 320, 272]
- wellington-date: July 21.: [860, 1390, 885, 1400]
- early-closing-heading: ARLY CLOSING ASSOCIATION.: [62, 861, 133, 881]
- civil-sittings-heading: CIVIL SITTINGS.: [511, 961, 610, 973]
- amusements-text: Princess Theatre.—"Behind the Curtain," and "The Absent Man.": [177, 497, 320, 516]
- money-text: MONEY ADVANCED upon Clothing, Jewellery, Gold and Silver Watches, Diamonds, Plate, Sewing Machines, Furniture, Firearms, Books, and every description of Personal Property. Bills Discounted. Cash Lent upon Personal Security, repayable by weekly, monthly, or quarterly instalments. The highest price given for Old Gold and Silver. Emigrants' Luggage bought.: [16, 1176, 164, 1260]
- colonial-line: Containing an assortment of Four Different: [182, 302, 315, 312]
- livingston-ad: [16, 981, 164, 1091]
- divider: [16, 1095, 164, 1096]
- article-paragraph: In the Council, Dr Menzies asked the Government whether they intended to introduce a bill to provide for the revision and correction of the Provincial Electoral Rolls, so that the Provincial Rolls would be the same as the General Election Rolls, and that names should not be struck off on account of non-payment of rates. The Hon. Mr Waterhouse said that Government were not in a position to introduce a bill which would give their best attention to the subject.: [801, 864, 944, 966]
- tide-table: [16, 85, 164, 110]
- article-paragraph: We thank Mr Sessions, clerk to the Provincial Council, for Council papers to hand this morning.: [333, 576, 476, 605]
- article-paragraph: The Provincial Council of Taranaki has determined to do away with the publication of a Provincial Government 'Gazette,' being the only journal in the Province for making its official announcements. The 'Taranaki Evening Star,' commenting thereon, says:—'This is about the most sensible thing we have heard of for some time, as Gazettes have little or no circulation, and in nine cases out of ten the notices contained therein are not seen by those they most concern.': [489, 217, 632, 319]
- money-ad: [16, 1100, 164, 1174]
- tide-header: Port Chalmers: [57, 85, 117, 97]
- livingston-line: READING BOOKS: [50, 1016, 130, 1027]
- poll-cell: Innis: [646, 1014, 660, 1023]
- page-masthead: THE EVENING STAR, WEDNESDAY, JULY 22, 1874.: [16, 10, 1102, 36]
- newton-sub: Celebrated Lockstitch FAMILY SEWING MACHINES,: [184, 150, 313, 169]
- poll-header: South Ward.: [712, 968, 730, 987]
